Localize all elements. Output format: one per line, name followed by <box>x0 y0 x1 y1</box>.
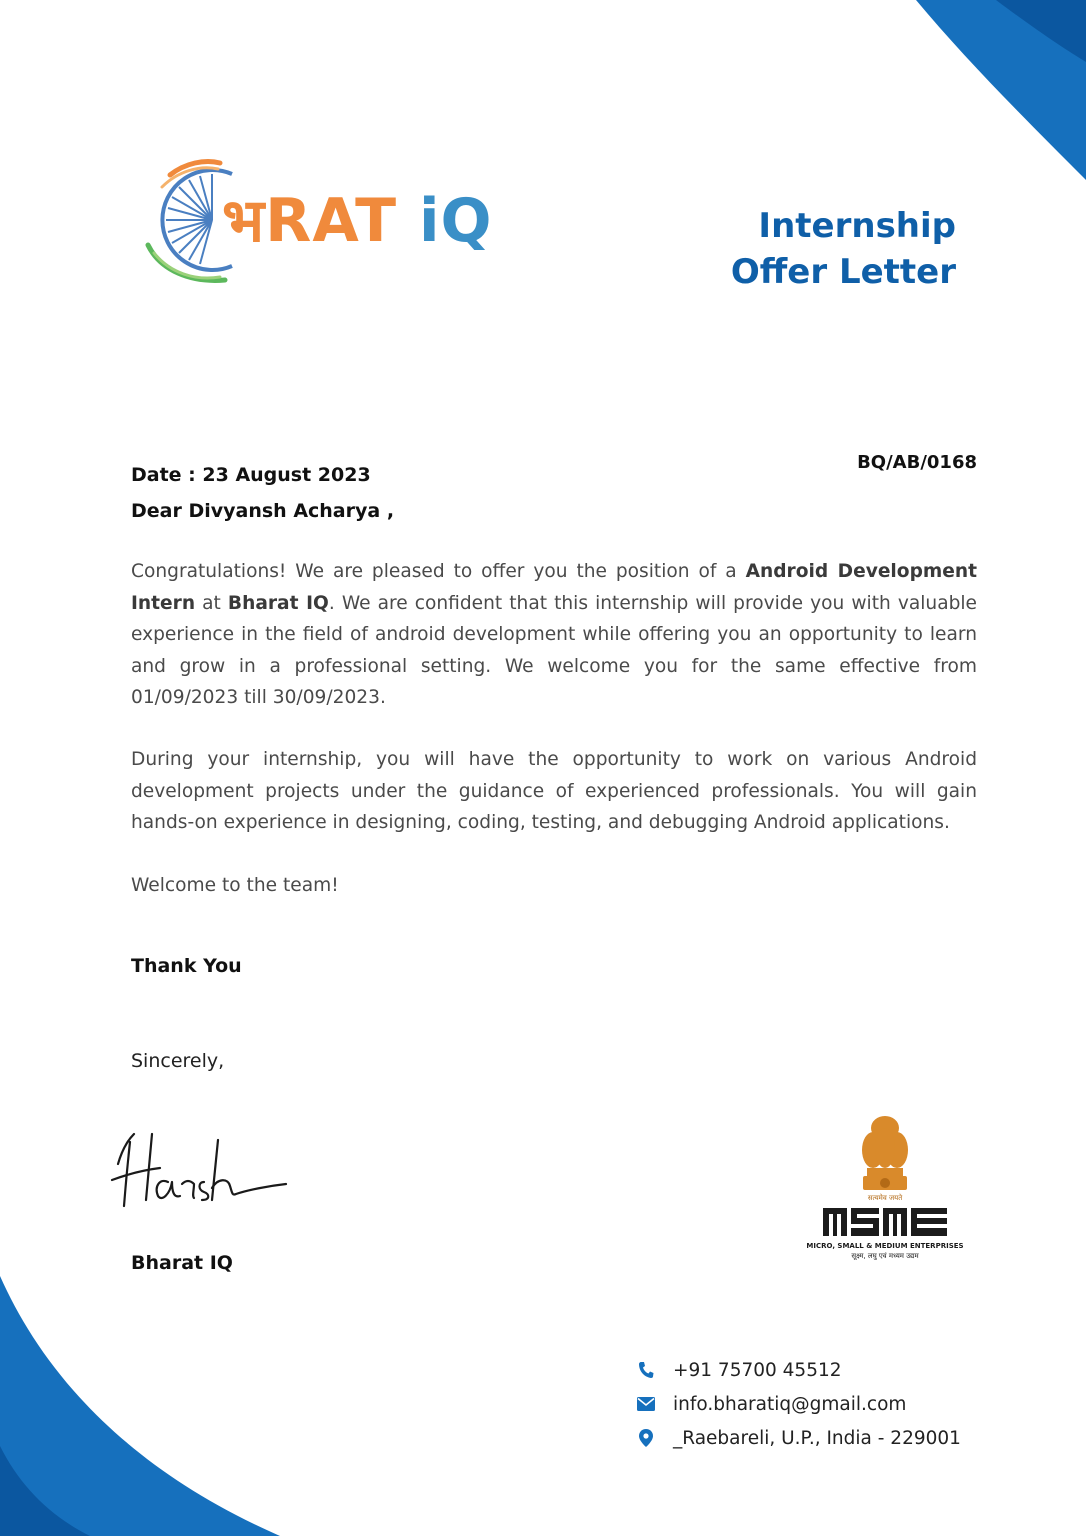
reference-number: BQ/AB/0168 <box>857 452 977 473</box>
document-title <box>731 203 956 295</box>
logo-wordmark <box>222 186 493 256</box>
msme-caption-hindi: सूक्ष्म, लघु एवं मध्यम उद्यम <box>851 1252 919 1260</box>
contact-email[interactable]: info.bharatiq@gmail.com <box>673 1393 907 1415</box>
contact-info <box>636 1353 961 1455</box>
bharat-iq-logo <box>140 155 500 290</box>
logo-iq-text: iQ <box>418 186 493 256</box>
signer-name: Bharat IQ <box>131 1252 233 1274</box>
bottom-left-wave-decoration <box>0 1276 300 1536</box>
body-paragraph-offer <box>131 556 977 714</box>
msme-caption: MICRO, SMALL & MEDIUM ENTERPRISES <box>806 1242 964 1250</box>
contact-phone-row <box>636 1353 961 1387</box>
para1-text-2: at <box>195 592 228 614</box>
body-paragraph-duties: During your internship, you will have the opportunity to work on various Android development projects under the guidance of experienced professionals. You will gain hands-on experience in designing, coding, testing, and debugging Android applications. <box>131 749 977 833</box>
title-line-1: Internship <box>758 206 956 246</box>
salutation: Dear Divyansh Acharya , <box>131 500 395 522</box>
top-right-wave-decoration <box>666 0 1086 185</box>
svg-text:सत्यमेव जयते: सत्यमेव जयते <box>867 1194 903 1202</box>
para1-text-3: . We are confident that this internship will provide you with valuable experience in the field of android development while offering you an opportunity to learn and grow in a professional setting. We welcome you for the same effective from 01/09/2023 till 30/09/2023. <box>131 592 977 708</box>
contact-address-row <box>636 1421 961 1455</box>
msme-logo <box>806 1112 964 1264</box>
para1-text-1: Congratulations! We are pleased to offer you the position of a <box>131 561 746 582</box>
handwritten-signature <box>108 1120 308 1215</box>
closing: Sincerely, <box>131 1050 225 1072</box>
contact-email-row <box>636 1387 961 1421</box>
thank-you: Thank You <box>131 955 242 977</box>
logo-bharat-text: भRAT <box>222 186 398 256</box>
letter-date: Date : 23 August 2023 <box>131 464 371 486</box>
location-pin-icon <box>636 1428 656 1448</box>
body-paragraph-welcome: Welcome to the team! <box>131 875 339 896</box>
title-line-2: Offer Letter <box>730 252 956 292</box>
phone-icon <box>636 1360 656 1380</box>
mail-icon <box>636 1394 656 1414</box>
contact-address: _Raebareli, U.P., India - 229001 <box>673 1427 961 1449</box>
contact-phone[interactable]: +91 75700 45512 <box>673 1359 842 1381</box>
company-name: Bharat IQ <box>227 592 329 614</box>
internship-role: Android Development Intern <box>131 561 977 614</box>
